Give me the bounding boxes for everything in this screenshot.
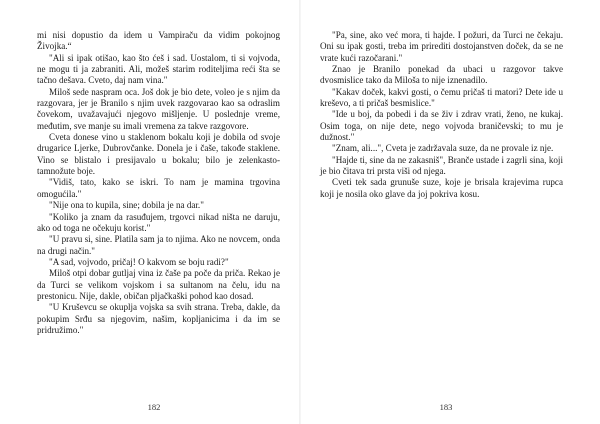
paragraph: "A sad, vojvodo, pričaj! O kakvom se boju radi?" bbox=[49, 256, 229, 267]
left-page-text bbox=[37, 30, 280, 336]
paragraph: "Koliko ja znam da rasuđujem, trgovci nikad ništa ne daruju, ako od toga ne očekuju korist." bbox=[37, 211, 280, 233]
right-page bbox=[300, 0, 600, 424]
paragraph: "Kakav doček, kakvi gosti, o čemu pričaš ti matori? Dete ide u kreševo, a ti pričaš besmislice." bbox=[320, 86, 563, 109]
paragraph: Miloš sede naspram oca. Još dok je bio dete, voleo je s njim da razgovara, jer je Branilo s njim uvek razgovarao kao sa odraslim čovekom, uvažavajući njegovo mišljenje. U poslednje vreme, međutim, sve manje su imali vremena za takve razgovore. bbox=[37, 86, 280, 131]
paragraph: Miloš otpi dobar gutljaj vina iz čaše pa poče da priča. Rekao je da Turci se velikom vojskom i sa sultanom na čelu, idu na prestonicu. Nije, dakle, običan pljačkaški pohod kao dosad. bbox=[37, 268, 280, 301]
right-page-text bbox=[320, 30, 563, 200]
paragraph: Cveta donese vino u staklenom bokalu koji je dobila od svoje drugarice Ljerke, Dubrovčanke. Donela je i čaše, takođe staklene. Vino se blistalo i presijavalo u bokalu; bilo je zelenkasto-tamnožute boje. bbox=[37, 132, 280, 177]
paragraph: "Nije ona to kupila, sine; dobila je na dar." bbox=[49, 200, 204, 211]
page-number: 182 bbox=[147, 402, 161, 412]
paragraph: "U Kruševcu se okuplja vojska sa svih strana. Treba, dakle, da pokupim Srđu sa njegovim, našim, kopljanicima i da im se pridružimo." bbox=[37, 302, 280, 335]
paragraph: mi nisi dopustio da idem u Vampiraču da vidim pokojnog Živojka.“ bbox=[37, 30, 280, 52]
paragraph: "Pa, sine, ako već mora, ti hajde. I požuri, da Turci ne čekaju. Oni su ipak gosti, treba im prirediti dostojanstven doček, da se ne vrate kući razočarani." bbox=[320, 30, 563, 63]
paragraph: Cveti tek sada grunuše suze, koje je brisala krajevima rupca koji je nosila oko glave da joj pokriva kosu. bbox=[320, 177, 563, 199]
paragraph: "Ali si ipak otišao, kao što ćeš i sad. Uostalom, ti si vojvoda, ne mogu ti ja zabraniti. Ali, možeš starim roditeljima reći šta se tačno dešava. Cveto, daj nam vina." bbox=[37, 52, 280, 86]
paragraph: Znao je Branilo ponekad da ubaci u razgovor takve dvosmislice tako da Miloša to nije iznenadilo. bbox=[320, 64, 563, 86]
page-number: 183 bbox=[439, 402, 453, 412]
paragraph: "Ide u boj, da pobedi i da se živ i zdrav vrati, ženo, ne kukaj. Osim toga, on nije dete, nego vojvoda braničevski; to mu je dužnost." bbox=[320, 109, 563, 143]
paragraph: "Znam, ali...", Cveta je zadržavala suze, da ne provale iz nje. bbox=[332, 143, 554, 154]
paragraph: "Hajde ti, sine da ne zakasniš", Branče ustade i zagrli sina, koji je bio čitava tri prsta viši od njega. bbox=[320, 154, 563, 177]
paragraph: "Vidiš, tato, kako se iskri. To nam je mamina trgovina omogućila." bbox=[37, 177, 280, 199]
paragraph: "U pravu si, sine. Platila sam ja to njima. Ako ne novcem, onda na drugi način." bbox=[37, 234, 280, 256]
